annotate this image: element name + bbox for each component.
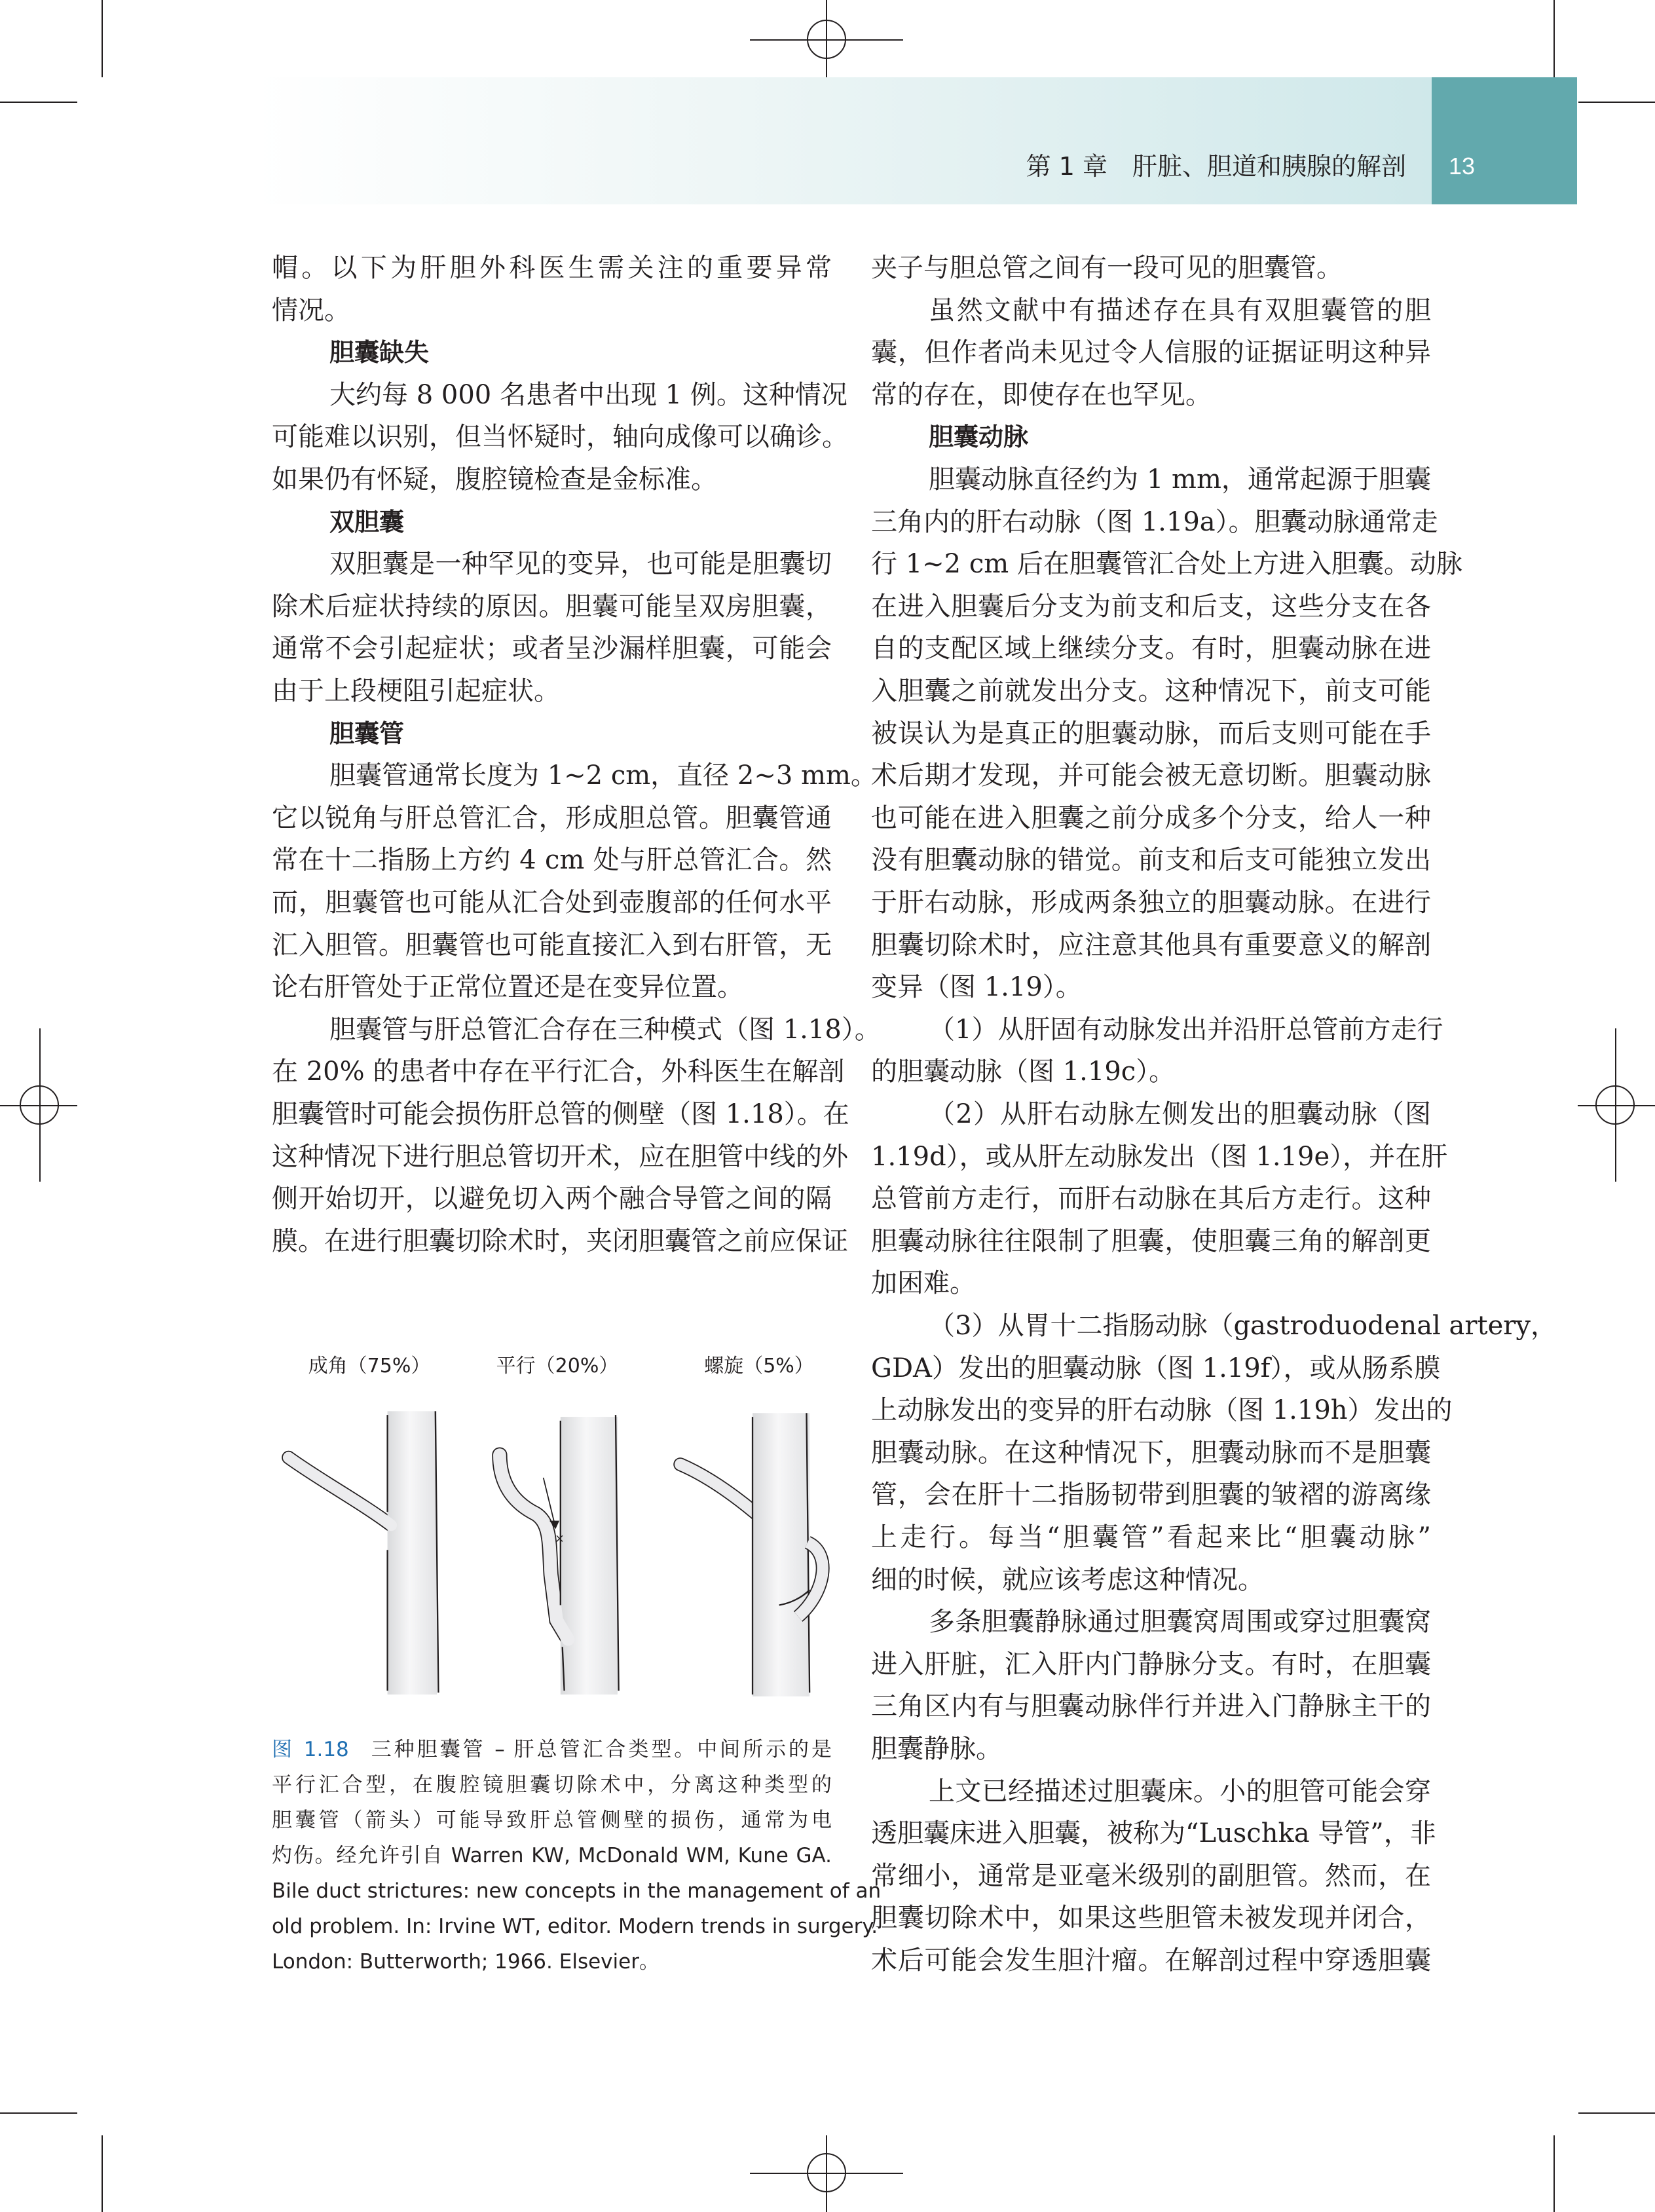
body-text-line: （3）从胃十二指肠动脉（gastroduodenal artery， (929, 1311, 1557, 1341)
body-text-line: 胆囊动脉往往限制了胆囊，使胆囊三角的解剖更 (871, 1226, 1431, 1256)
caption-line (272, 1732, 832, 1767)
duct-illustration (262, 1382, 851, 1729)
section-heading: 胆囊动脉 (929, 422, 1029, 452)
body-text-line: 行 1~2 cm 后在胆囊管汇合处上方进入胆囊。动脉 (871, 549, 1462, 580)
body-text-line: 三角内的肝右动脉（图 1.19a）。胆囊动脉通常走 (871, 506, 1438, 537)
body-text-line: 也可能在进入胆囊之前分成多个分支，给人一种 (871, 802, 1431, 833)
body-text-line: 可能难以识别，但当怀疑时，轴向成像可以确诊。 (272, 422, 848, 453)
body-text-line: 胆囊管时可能会损伤肝总管的侧壁（图 1.18）。在 (272, 1099, 849, 1129)
body-text-line: 多条胆囊静脉通过胆囊窝周围或穿过胆囊窝 (929, 1607, 1431, 1638)
body-text-line: 情况。 (272, 295, 350, 326)
spiral-junction-drawing (680, 1413, 823, 1696)
body-text-line: 胆囊静脉。 (871, 1734, 1002, 1764)
figure-label-spiral: 螺旋（5%） (704, 1355, 814, 1378)
body-text-line: 被误认为是真正的胆囊动脉，而后支则可能在手 (871, 718, 1431, 749)
body-text-line: 进入肝脏，汇入肝内门静脉分支。有时，在胆囊 (871, 1649, 1431, 1679)
body-text-line: 管，会在肝十二指肠韧带到胆囊的皱褶的游离缘 (871, 1480, 1431, 1510)
body-text-line: 自的支配区域上继续分支。有时，胆囊动脉在进 (871, 633, 1431, 664)
body-text-line: 膜。在进行胆囊切除术时，夹闭胆囊管之前应保证 (272, 1226, 848, 1256)
body-text-line: 加困难。 (871, 1268, 976, 1299)
body-text-line: 上走行。每当“胆囊管”看起来比“胆囊动脉” (871, 1522, 1431, 1552)
body-text-line: 细的时候，就应该考虑这种情况。 (871, 1564, 1264, 1595)
body-text-line: 常的存在，即使存在也罕见。 (871, 379, 1212, 410)
body-text-line: 术后期才发现，并可能会被无意切断。胆囊动脉 (871, 760, 1431, 791)
parallel-junction-drawing (500, 1415, 619, 1695)
section-heading: 胆囊管 (329, 719, 405, 748)
body-text-line: 胆囊切除术时，应注意其他具有重要意义的解剖 (871, 929, 1431, 960)
caption-figure-number: 图 1.18 (272, 1738, 349, 1761)
page-number: 13 (1449, 153, 1476, 179)
body-text-line: 夹子与胆总管之间有一段可见的胆囊管。 (871, 253, 1343, 283)
body-text-line: 胆囊动脉直径约为 1 mm，通常起源于胆囊 (929, 464, 1431, 495)
body-text-line: 囊，但作者尚未见过令人信服的证据证明这种异 (871, 337, 1431, 368)
body-text-line: （1）从肝固有动脉发出并沿肝总管前方走行 (929, 1014, 1443, 1045)
body-text-line: （2）从肝右动脉左侧发出的胆囊动脉（图 (929, 1099, 1431, 1129)
body-text-line: 虽然文献中有描述存在具有双胆囊管的胆 (929, 295, 1431, 326)
caption-line: 灼伤。经允许引自 Warren KW, McDonald WM, Kune GA. (272, 1844, 832, 1867)
body-text-line: 胆囊管与肝总管汇合存在三种模式（图 1.18）。 (329, 1014, 881, 1045)
body-text-line: 这种情况下进行胆总管切开术，应在胆管中线的外 (272, 1141, 848, 1172)
body-text-line: 上文已经描述过胆囊床。小的胆管可能会穿 (929, 1776, 1431, 1807)
body-text-line: 三角区内有与胆囊动脉伴行并进入门静脉主干的 (871, 1691, 1431, 1722)
body-text-line: 论右肝管处于正常位置还是在变异位置。 (272, 972, 743, 1003)
body-text-line: 汇入胆管。胆囊管也可能直接汇入到右肝管，无 (272, 929, 832, 960)
body-text-line: 的胆囊动脉（图 1.19c）。 (871, 1057, 1176, 1087)
body-text-line: 胆囊动脉。在这种情况下，胆囊动脉而不是胆囊 (871, 1437, 1431, 1468)
running-header-title: 第 1 章 肝脏、胆道和胰腺的解剖 (1026, 152, 1406, 181)
body-text-line: 由于上段梗阻引起症状。 (272, 676, 560, 706)
running-header-band (255, 77, 1432, 204)
caption-line: old problem. In: Irvine WT, editor. Modern trends in surgery. (272, 1915, 878, 1938)
section-heading: 双胆囊 (329, 507, 405, 536)
body-text-line: 常细小，通常是亚毫米级别的副胆管。然而，在 (871, 1860, 1431, 1891)
caption-text: 三种胆囊管 – 肝总管汇合类型。中间所示的是 (368, 1738, 832, 1761)
body-text-line: 入胆囊之前就发出分支。这种情况下，前支可能 (871, 676, 1431, 706)
body-text-line: 双胆囊是一种罕见的变异，也可能是胆囊切 (329, 549, 832, 580)
body-text-line: 1.19d），或从肝左动脉发出（图 1.19e），并在肝 (871, 1141, 1448, 1172)
figure-label-parallel: 平行（20%） (496, 1355, 619, 1378)
body-text-line: 通常不会引起症状；或者呈沙漏样胆囊，可能会 (272, 633, 832, 664)
body-text-line: 在 20% 的患者中存在平行汇合，外科医生在解剖 (272, 1057, 845, 1087)
body-text-line: 除术后症状持续的原因。胆囊可能呈双房胆囊， (272, 591, 832, 622)
angular-junction-drawing (289, 1411, 439, 1695)
body-text-line: 胆囊管通常长度为 1~2 cm，直径 2~3 mm。 (329, 760, 877, 791)
caption-line: 胆囊管（箭头）可能导致肝总管侧壁的损伤，通常为电 (272, 1809, 832, 1832)
section-heading: 胆囊缺失 (329, 338, 430, 367)
body-text-line: 侧开始切开，以避免切入两个融合导管之间的隔 (272, 1184, 832, 1214)
figure-label-angular: 成角（75%） (308, 1355, 431, 1378)
body-text-line: 常在十二指肠上方约 4 cm 处与肝总管汇合。然 (272, 845, 832, 876)
body-text-line: 于肝右动脉，形成两条独立的胆囊动脉。在进行 (871, 888, 1431, 918)
caption-line: Bile duct strictures: new concepts in the management of an (272, 1879, 882, 1903)
body-text-line: 总管前方走行，而肝右动脉在其后方走行。这种 (871, 1184, 1431, 1214)
body-text-line: 在进入胆囊后分支为前支和后支，这些分支在各 (871, 591, 1431, 622)
body-text-line: 上动脉发出的变异的肝右动脉（图 1.19h）发出的 (871, 1395, 1453, 1426)
body-text-line: 如果仍有怀疑，腹腔镜检查是金标准。 (272, 464, 717, 495)
body-text-line: GDA）发出的胆囊动脉（图 1.19f），或从肠系膜 (871, 1353, 1441, 1383)
body-text-line: 胆囊切除术中，如果这些胆管未被发现并闭合， (871, 1903, 1431, 1934)
caption-line: 平行汇合型，在腹腔镜胆囊切除术中，分离这种类型的 (272, 1773, 832, 1797)
body-text-line: 大约每 8 000 名患者中出现 1 例。这种情况 (329, 379, 847, 410)
body-text-line: 它以锐角与肝总管汇合，形成胆总管。胆囊管通 (272, 802, 832, 833)
body-text-line: 而，胆囊管也可能从汇合处到壶腹部的任何水平 (272, 888, 832, 918)
body-text-line: 没有胆囊动脉的错觉。前支和后支可能独立发出 (871, 845, 1431, 876)
body-text-line: 变异（图 1.19）。 (871, 972, 1082, 1003)
body-text-line: 帽。以下为肝胆外科医生需关注的重要异常 (272, 253, 832, 283)
svg-text:×: × (555, 1532, 565, 1546)
caption-line: London: Butterworth; 1966. Elsevier。 (272, 1950, 660, 1974)
body-text-line: 术后可能会发生胆汁瘤。在解剖过程中穿透胆囊 (871, 1945, 1431, 1976)
body-text-line: 透胆囊床进入胆囊，被称为“Luschka 导管”，非 (871, 1818, 1436, 1849)
page-number-box (1432, 77, 1577, 204)
